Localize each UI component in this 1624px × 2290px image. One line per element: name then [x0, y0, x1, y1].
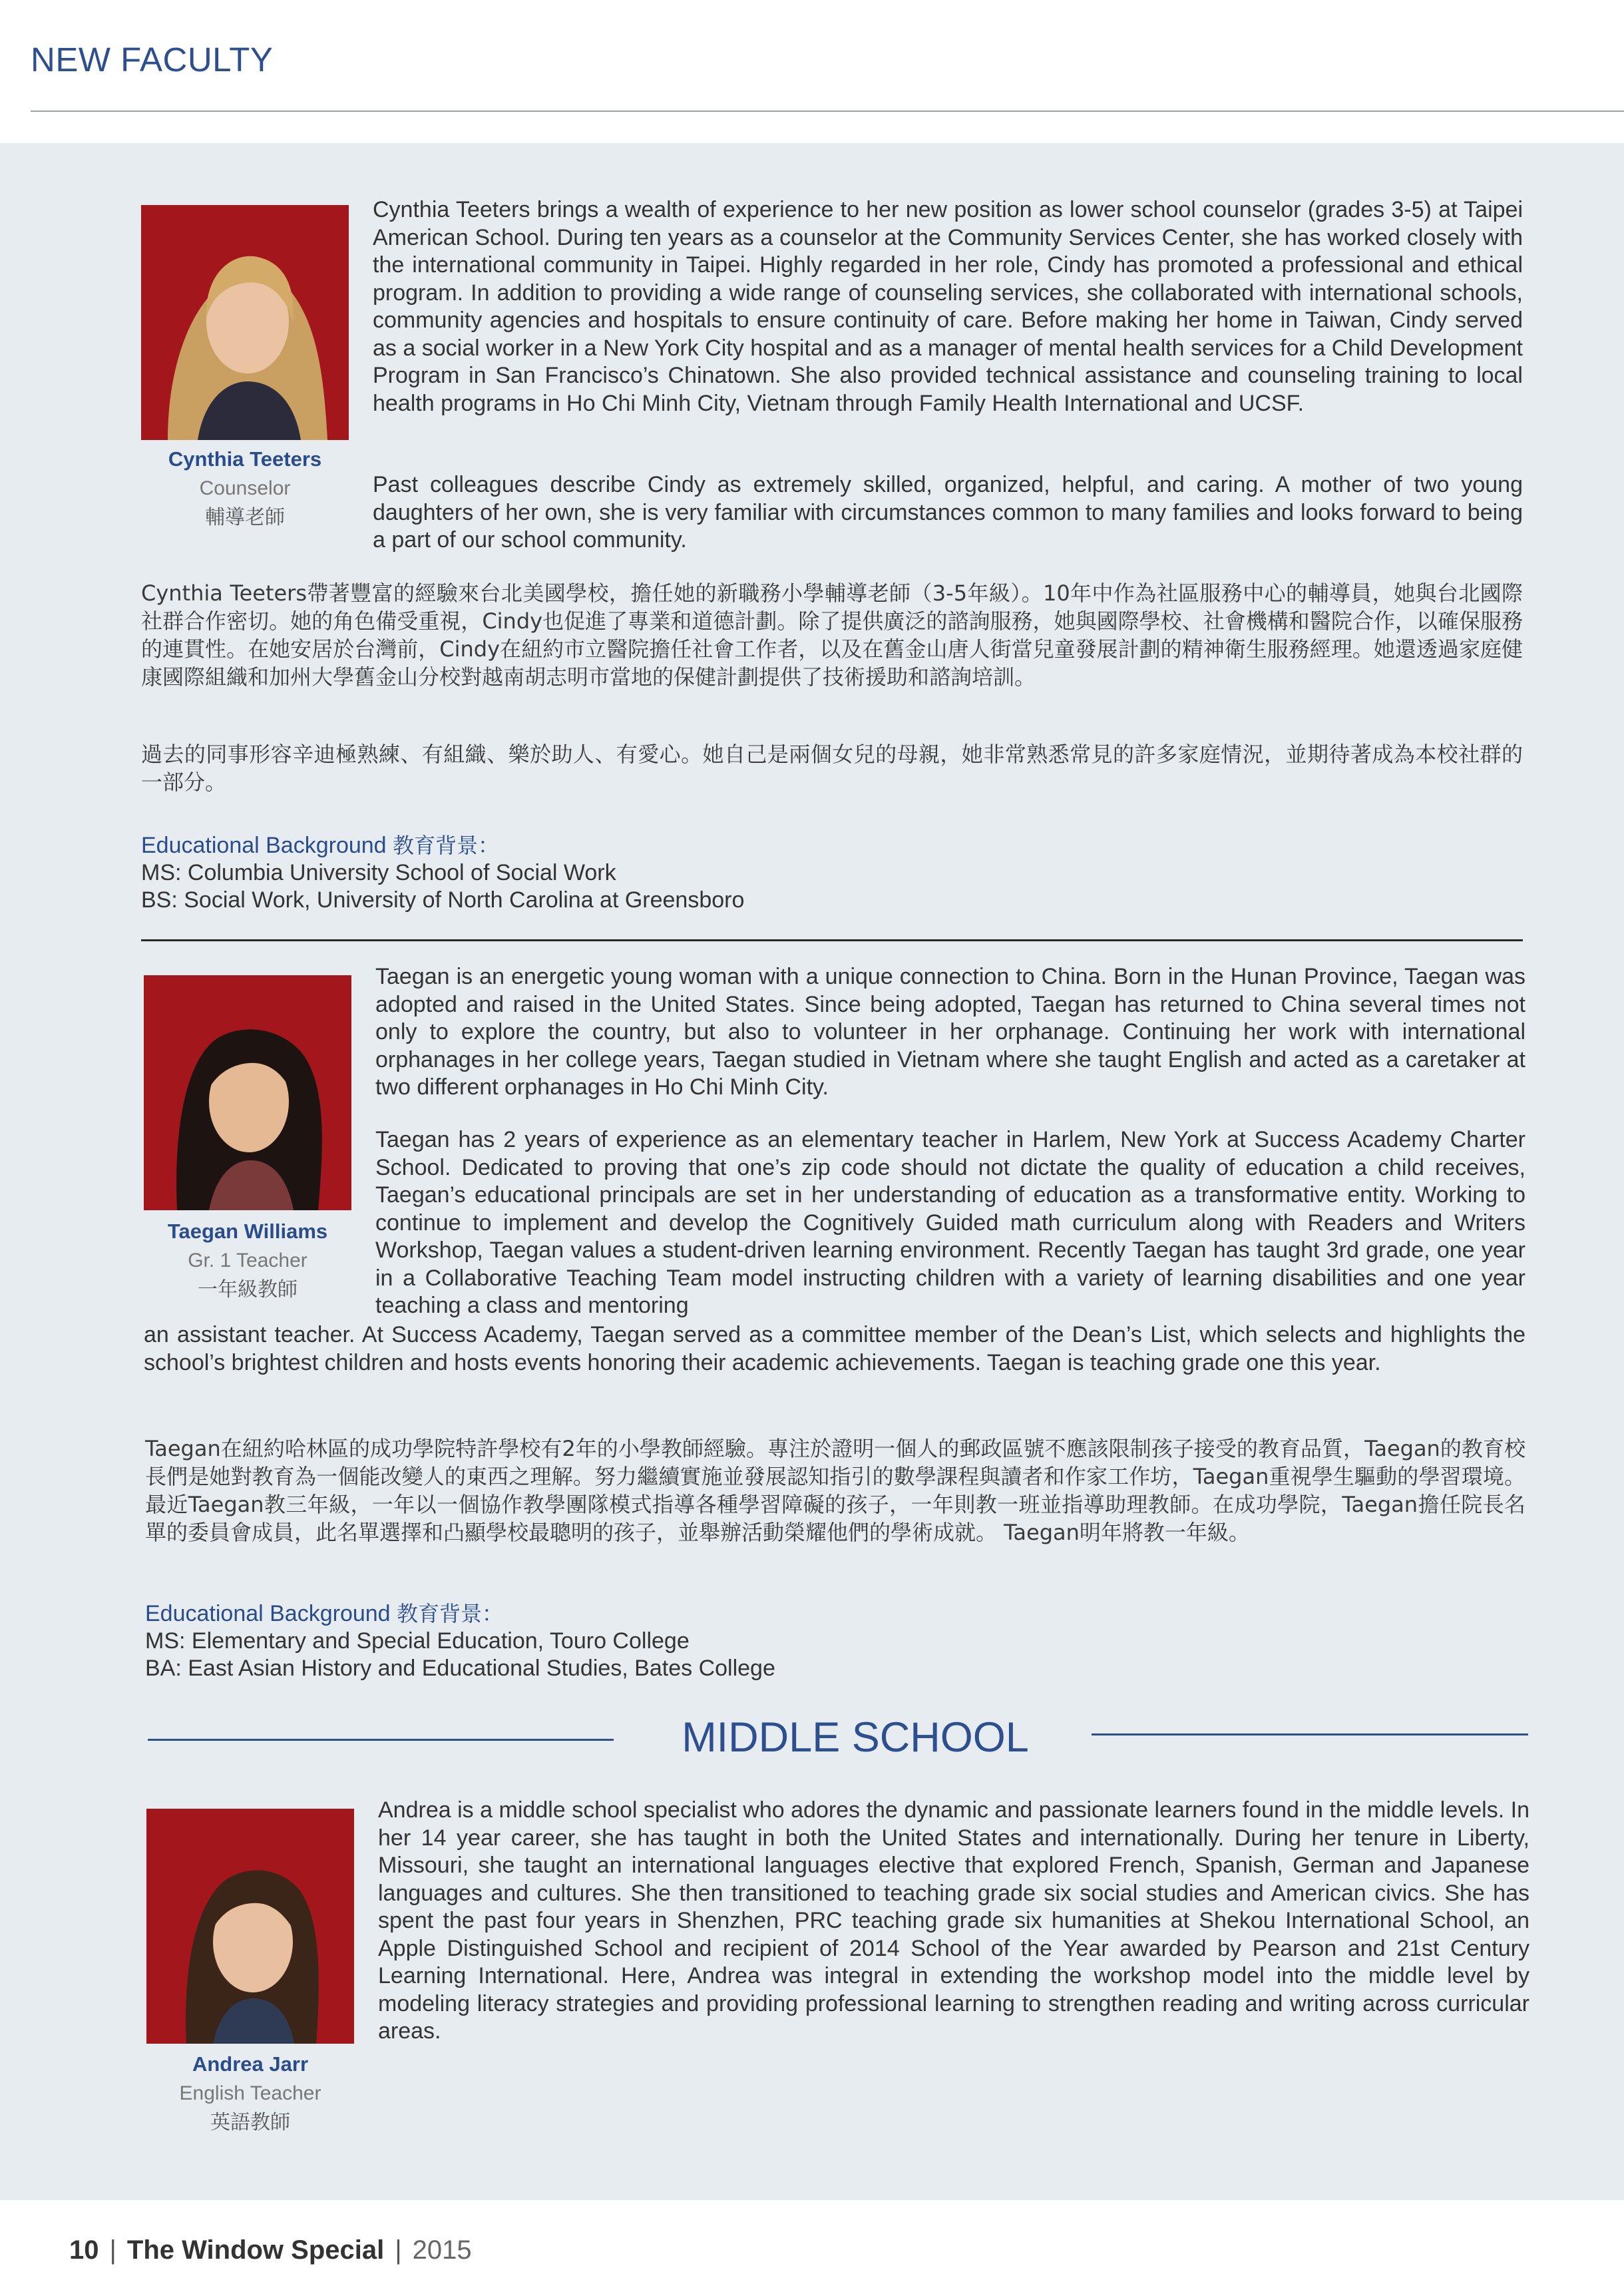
education-entry: BA: East Asian History and Educational Studies, Bates College	[145, 1656, 775, 1681]
profile-role-chinese: 輔導老師	[205, 506, 285, 529]
profile-caption	[137, 2050, 363, 2138]
education-heading	[145, 1600, 1343, 1628]
bio-paragraph: Taegan is an energetic young woman with a unique connection to China. Born in the Hunan Province, Taegan was adopted and raised in the United States. Since being adopted, Taegan has returned to China several times not only to explore the country, but also to volunteer in her orphanage. Continuing her work with international orphanages in her college years, Taegan studied in Vietnam where she taught English and acted as a caretaker at two different orphanages in Ho Chi Minh City.	[375, 964, 1525, 1100]
profile-role: English Teacher	[179, 2082, 321, 2104]
bio-paragraph: Past colleagues describe Cindy as extremely skilled, organized, helpful, and caring. A mother of two young daughters of her own, she is very familiar with circumstances common to many families and looks forward to being a part of our school community.	[373, 472, 1523, 553]
bio-paragraph-chinese: Taegan在紐約哈林區的成功學院特許學校有2年的小學教師經驗。專注於證明一個人的郵政區號不應該限制孩子接受的教育品質，Taegan的教育校長們是她對教育為一個能改變人的東西之理解。努力繼續實施並發展認知指引的數學課程與讀者和作家工作坊，Taegan重視學生驅動的學習環境。最近Taegan教三年級，一年以一個協作教學團隊模式指導各種學習障礙的孩子，一年則教一班並指導助理教師。在成功學院，Taegan擔任院長名單的委員會成員，此名單選擇和凸顯學校最聰明的孩子，並舉辦活動榮耀他們的學術成就。 Taegan明年將教一年級。	[145, 1436, 1525, 1545]
section-label: NEW FACULTY	[31, 41, 274, 79]
publication-year: 2015	[412, 2235, 472, 2265]
bio-paragraph: Andrea is a middle school specialist who adores the dynamic and passionate learners found in the middle levels. In her 14 year career, she has taught in both the United States and internationally. During her tenure in Liberty, Missouri, she taught an international languages elective that explored French, Spanish, German and Japanese languages and cultures. She then transitioned to teaching grade six social studies and American civics. She has spent the past four years in Shenzhen, PRC teaching grade six humanities at Shekou International School, an Apple Distinguished School and recipient of 2014 School of the Year awarded by Pearson and 21st Century Learning International. Here, Andrea was integral in extending the workshop model into the middle level by modeling literacy strategies and providing professional learning to strengthen reading and writing across curricular areas.	[378, 1797, 1529, 2044]
bio-paragraph: Taegan has 2 years of experience as an elementary teacher in Harlem, New York at Success Academy Charter School. Dedicated to proving that one’s zip code should not dictate the quality of education a child receives, Taegan’s educational principals are set in her understanding of education as a transformative entity. Working to continue to implement and develop the Cognitively Guided math curriculum along with Readers and Writers Workshop, Taegan values a student-driven learning environment. Recently Taegan has taught 3rd grade, one year in a Collaborative Teaching Team model instructing children with a variety of learning disabilities and one year teaching a class and mentoring	[375, 1127, 1525, 1318]
profile-role: Gr. 1 Teacher	[188, 1250, 307, 1271]
footer-separator: |	[109, 2235, 116, 2265]
portrait-photo-cynthia	[141, 205, 349, 440]
footer-separator: |	[395, 2235, 402, 2265]
education-block	[145, 1600, 1343, 1682]
education-block	[141, 832, 1339, 914]
bio-paragraph-chinese: 過去的同事形容辛迪極熟練、有組織、樂於助人、有愛心。她自己是兩個女兒的母親，她非常熟悉常見的許多家庭情況，並期待著成為本校社群的一部分。	[141, 742, 1523, 795]
education-heading-label: Educational Background	[145, 1601, 391, 1626]
education-entry: MS: Elementary and Special Education, Touro College	[145, 1628, 690, 1654]
profile-caption	[134, 1217, 361, 1305]
education-heading	[141, 832, 1339, 859]
education-entry: MS: Columbia University School of Social Work	[141, 860, 616, 885]
middle-school-heading: MIDDLE SCHOOL	[682, 1714, 1029, 1761]
profile-role-chinese: 英語教師	[210, 2111, 290, 2134]
header-rule	[31, 111, 1624, 112]
portrait-photo-taegan	[144, 975, 351, 1210]
education-heading-chinese: 教育背景：	[397, 1601, 504, 1626]
portrait-photo-andrea	[146, 1809, 354, 2044]
bio-paragraph: an assistant teacher. At Success Academy, Taegan served as a committee member of the Dean’s List, which selects and highlights the school’s brightest children and hosts events honoring their academic achievements. Taegan is teaching grade one this year.	[144, 1322, 1525, 1375]
section-divider	[141, 939, 1523, 941]
heading-rule-right	[1092, 1733, 1528, 1735]
education-heading-chinese: 教育背景：	[393, 833, 500, 858]
bio-paragraph-chinese: Cynthia Teeters帶著豐富的經驗來台北美國學校，擔任她的新職務小學輔導老師（3-5年級）。10年中作為社區服務中心的輔導員，她與台北國際社群合作密切。她的角色備受重視，Cindy也促進了專業和道德計劃。除了提供廣泛的諮詢服務，她與國際學校、社會機構和醫院合作，以確保服務的連貫性。在她安居於台灣前，Cindy在紐約市立醫院擔任社會工作者，以及在舊金山唐人街當兒童發展計劃的精神衛生服務經理。她還透過家庭健康國際組織和加州大學舊金山分校對越南胡志明市當地的保健計劃提供了技術援助和諮詢培訓。	[141, 580, 1523, 690]
profile-role: Counselor	[199, 477, 291, 499]
footer-line	[69, 2235, 472, 2265]
profile-name: Cynthia Teeters	[168, 447, 322, 471]
profile-name: Andrea Jarr	[192, 2052, 309, 2076]
heading-rule-left	[148, 1739, 614, 1741]
profile-name: Taegan Williams	[167, 1220, 328, 1243]
page-number: 10	[69, 2235, 99, 2265]
profile-caption	[132, 445, 358, 533]
page-header	[0, 0, 1624, 143]
publication-name: The Window Special	[126, 2235, 385, 2265]
profile-role-chinese: 一年級教師	[198, 1278, 298, 1301]
education-entry: BS: Social Work, University of North Carolina at Greensboro	[141, 887, 745, 913]
education-heading-label: Educational Background	[141, 833, 387, 858]
bio-paragraph: Cynthia Teeters brings a wealth of experience to her new position as lower school counselor (grades 3-5) at Taipei American School. During ten years as a counselor at the Community Services Center, she has worked closely with the international community in Taipei. Highly regarded in her role, Cindy has promoted a professional and ethical program. In addition to providing a wide range of counseling services, she collaborated with international schools, community agencies and hospitals to ensure continuity of care. Before making her home in Taiwan, Cindy served as a social worker in a New York City hospital and as a manager of mental health services for a Child Development Program in San Francisco’s Chinatown. She also provided technical assistance and counseling training to local health programs in Ho Chi Minh City, Vietnam through Family Health International and UCSF.	[373, 197, 1523, 416]
